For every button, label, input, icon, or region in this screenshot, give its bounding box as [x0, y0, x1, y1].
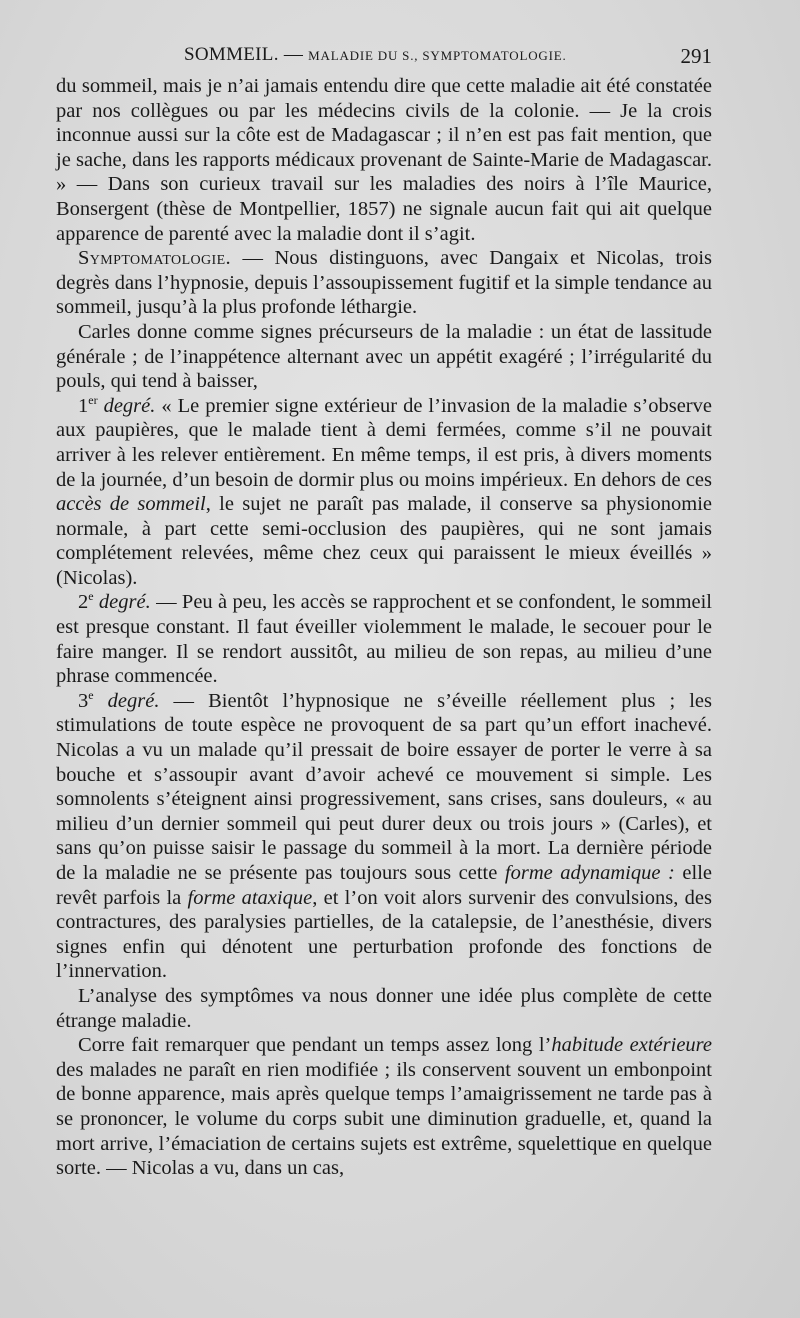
degree-label: degré. [93, 591, 151, 614]
degree-number: 3 [78, 689, 89, 712]
degree-number: 1 [78, 394, 89, 417]
paragraph-continuation: du sommeil, mais je n’ai jamais entendu dire que cette maladie ait été constatée par nos collègues ou par les médecins civils de la colonie. — Je la crois inconnue aussi sur la côte est de Madagascar ; il n’en est pas fait mention, que je sache, dans les rapports médicaux provenant de Sainte-Marie de Madagascar. » — Dans son curieux travail sur les maladies des noirs à l’île Maurice, Bonsergent (thèse de Montpellier, 1857) ne signale aucun fait qui ait quelque apparence de parenté avec la maladie dont il s’agit. [56, 75, 712, 245]
paragraph-troisieme-degre [56, 689, 712, 984]
section-heading: Symptomatologie. [78, 247, 232, 270]
degree-label: degré. [93, 689, 160, 712]
body-text [56, 74, 712, 1181]
paragraph-text: , le sujet ne paraît pas malade, il conserve sa physionomie normale, à part cette semi-occlusion des paupières, qui ne sont jamais complétement relevées, même chez ceux qui paraissent le mieux éveillés » (Nicolas). [56, 493, 712, 589]
degree-superscript: e [88, 589, 94, 604]
paragraph-text: elle revêt parfois la [56, 862, 712, 909]
paragraph-text: — Bientôt l’hypnosique ne s’éveille réellement plus ; les stimulations de toute espèce ne provoquent de sa part qu’un effort inachevé. Nicolas a vu un malade qu’il pressait de boire essayer de porter le verre à sa bouche et s’assoupir avant d’avoir achevé ce mouvement si simple. Les somnolents s’éteignent ainsi progressivement, sans crises, sans douleurs, « au milieu d’un dernier sommeil qui peut durer deux ou trois jours » (Carles), et sans qu’on puisse saisir le passage du sommeil à la mort. La dernière période de la maladie ne se présente pas toujours sous cette [56, 689, 712, 884]
paragraph-text: « Le premier signe extérieur de l’invasion de la maladie s’observe aux paupières, que le malade tient à demi fermées, comme s’il ne pouvait arriver à les relever entièrement. En même temps, il est pris, à divers moments de la journée, d’un besoin de dormir plus ou moins impérieux. En dehors de ces [56, 394, 712, 491]
italic-phrase: accès de sommeil [56, 493, 206, 516]
paragraph-text: — Peu à peu, les accès se rapprochent et se confondent, le sommeil est presque constant. Il faut éveiller violemment le malade, le secouer pour le faire manger. Il se rendort aussitôt, au milieu de son repas, au milieu d’une phrase commencée. [56, 591, 712, 688]
paragraph-text: Corre fait remarquer que pendant un temps assez long l’ [78, 1034, 552, 1057]
running-header [56, 42, 712, 72]
degree-superscript: e [88, 688, 94, 703]
italic-phrase: forme ataxique [187, 886, 313, 909]
degree-superscript: er [88, 392, 98, 407]
paragraph-text: des malades ne paraît en rien modifiée ; ils conservent souvent un embonpoint de bonne apparence, mais après quelque temps l’amaigrissement ne tarde pas à se prononcer, le volume du corps subit une diminution graduelle, et, quand la mort arrive, l’émaciation de certains sujets est extrême, squelettique en quelque sorte. — Nicolas a vu, dans un cas, [56, 1058, 712, 1180]
paragraph-analyse: L’analyse des symptômes va nous donner une idée plus complète de cette étrange maladie. [56, 984, 712, 1032]
paragraph-text: , et l’on voit alors survenir des convulsions, des contractures, des paralysies partielles, de la catalepsie, de l’anesthésie, divers signes enfin qui dénotent une perturbation profonde des fonctions de l’innervation. [56, 886, 712, 983]
degree-label: degré. [97, 394, 156, 417]
italic-phrase: forme adynamique : [504, 862, 675, 884]
paragraph-symptomatologie [56, 246, 712, 320]
header-title [184, 44, 567, 66]
paragraph-signes-precurseurs: Carles donne comme signes précurseurs de la maladie : un état de lassitude générale ; de l’inappétence alternant avec un appétit exagéré ; l’irrégularité du pouls, qui tend à baisser, [56, 320, 712, 393]
page-number: 291 [680, 44, 712, 68]
paragraph-deuxieme-degre [56, 590, 712, 688]
header-title-main: SOMMEIL. — [184, 44, 309, 65]
paragraph-premier-degre [56, 394, 712, 591]
degree-number: 2 [78, 591, 89, 614]
header-title-small: MALADIE DU S., SYMPTOMATOLOGIE. [308, 48, 567, 63]
italic-phrase: habitude extérieure [551, 1034, 712, 1057]
paragraph-corre [56, 1033, 712, 1181]
paragraph-text: — Nous distinguons, avec Dangaix et Nicolas, trois degrès dans l’hypnosie, depuis l’assoupissement fugitif et la simple tendance au sommeil, jusqu’à la plus profonde léthargie. [56, 247, 712, 319]
